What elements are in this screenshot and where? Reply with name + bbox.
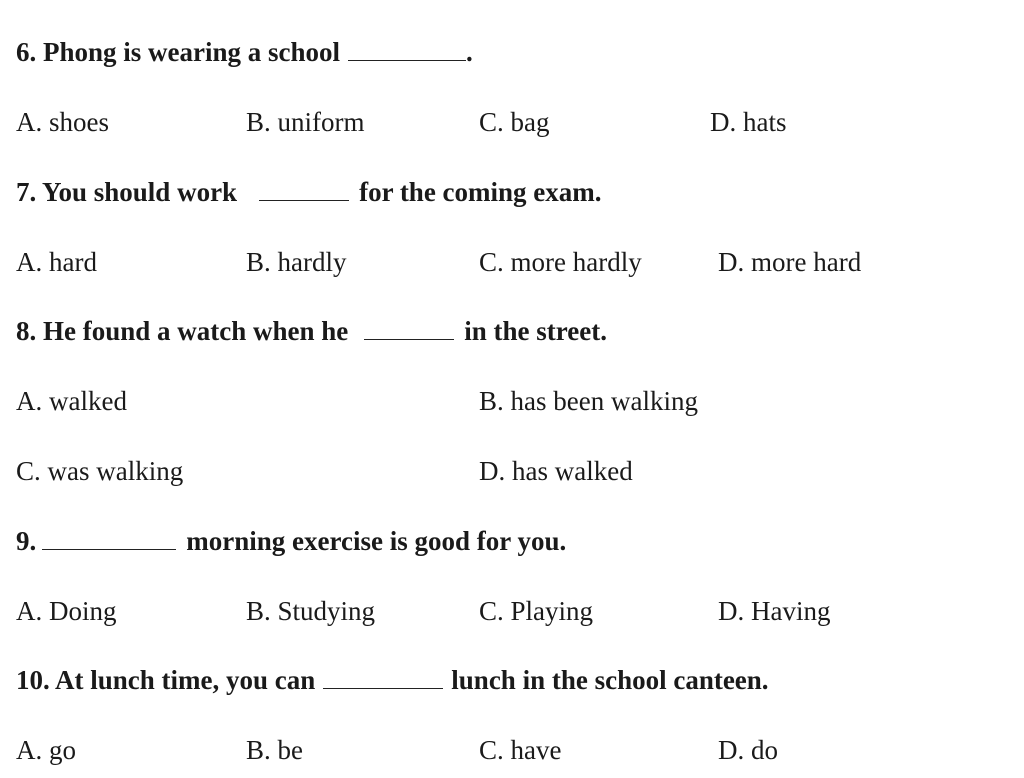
question-8-blank [364,317,454,340]
question-8-option-a[interactable]: A. walked [16,386,127,416]
question-8-option-c[interactable]: C. was walking [16,456,184,486]
question-6 [16,36,473,68]
question-8 [16,315,607,347]
question-9-blank [42,527,176,550]
question-7-option-d[interactable]: D. more hard [718,247,862,277]
question-7-option-a[interactable]: A. hard [16,247,97,277]
question-6-text-before: 6. Phong is wearing a school [16,37,341,67]
question-10-option-c[interactable]: C. have [479,735,562,765]
question-6-option-a[interactable]: A. shoes [16,107,109,137]
question-10-blank [323,666,443,689]
question-7-option-c[interactable]: C. more hardly [479,247,642,277]
question-8-text-before: 8. He found a watch when he [16,316,349,346]
question-10 [16,664,769,696]
question-8-text-after: in the street. [464,316,607,346]
question-9-text-after: morning exercise is good for you. [186,526,567,556]
question-7-option-b[interactable]: B. hardly [246,247,347,277]
question-10-text-after: lunch in the school canteen. [451,665,769,695]
question-8-option-d[interactable]: D. has walked [479,456,633,486]
question-10-option-a[interactable]: A. go [16,735,76,765]
question-10-text-before: 10. At lunch time, you can [16,665,316,695]
question-6-option-d[interactable]: D. hats [710,107,787,137]
question-7-text-before: 7. You should work [16,177,238,207]
question-7-text-after: for the coming exam. [359,177,602,207]
question-9 [16,525,566,557]
question-9-option-d[interactable]: D. Having [718,596,831,626]
question-9-option-b[interactable]: B. Studying [246,596,376,626]
question-7-blank [259,178,349,201]
question-6-option-b[interactable]: B. uniform [246,107,365,137]
question-10-option-d[interactable]: D. do [718,735,778,765]
question-8-option-b[interactable]: B. has been walking [479,386,698,416]
question-9-text-before: 9. [16,526,37,556]
question-9-option-a[interactable]: A. Doing [16,596,117,626]
question-6-option-c[interactable]: C. bag [479,107,550,137]
question-7 [16,176,602,208]
question-6-text-after: . [466,37,473,67]
question-9-option-c[interactable]: C. Playing [479,596,594,626]
question-6-blank [348,38,466,61]
question-10-option-b[interactable]: B. be [246,735,303,765]
